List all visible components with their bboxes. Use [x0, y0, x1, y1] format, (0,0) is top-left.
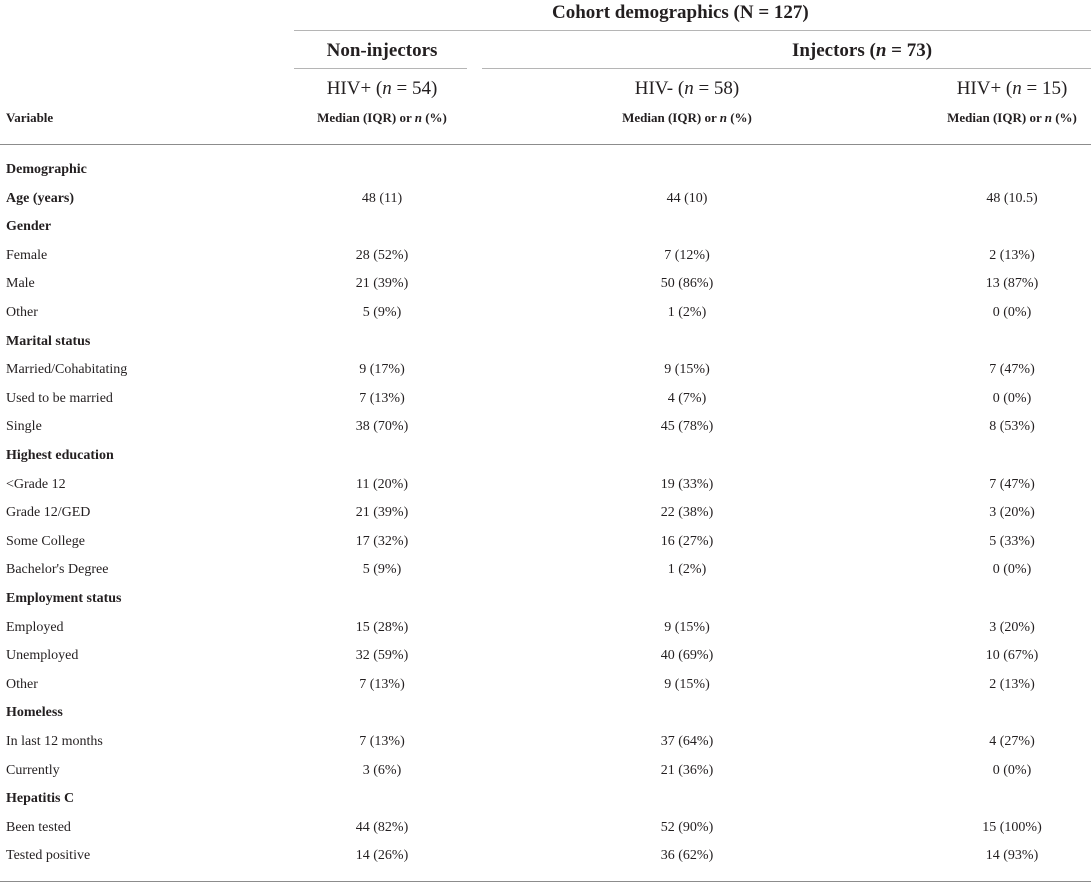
- table-row: [0, 299, 1091, 327]
- cell-col1: 48 (11): [361, 190, 403, 206]
- row-label: Grade 12/GED: [6, 505, 91, 521]
- cell-col2: 52 (90%): [660, 819, 714, 835]
- table-row: [0, 413, 1091, 441]
- section-row: [0, 785, 1091, 813]
- row-label: Currently: [6, 762, 60, 778]
- col2-header: HIV- (n = 58): [634, 78, 740, 99]
- cell-col3: 0 (0%): [992, 390, 1032, 406]
- cell-col3: 7 (47%): [989, 362, 1035, 378]
- cell-col3: 0 (0%): [992, 305, 1032, 320]
- cell-col3: 3 (20%): [989, 619, 1035, 635]
- section-label: Highest education: [6, 448, 114, 463]
- row-label: Married/Cohabitating: [6, 362, 128, 378]
- section-label: Gender: [6, 219, 52, 235]
- section-label: Marital status: [6, 333, 91, 349]
- table-row: [0, 556, 1091, 584]
- cell-col1: 14 (26%): [355, 848, 409, 864]
- section-label: Hepatitis C: [6, 791, 75, 807]
- section-row: [0, 442, 1091, 470]
- cell-col3: 4 (27%): [989, 734, 1035, 749]
- cell-col3: 14 (93%): [985, 848, 1039, 864]
- cell-col3: 2 (13%): [989, 247, 1035, 263]
- cell-col1: 15 (28%): [355, 619, 409, 635]
- section-row: [0, 185, 1091, 213]
- table-row: [0, 642, 1091, 670]
- group-non-injectors-title: Non-injectors: [326, 40, 438, 61]
- table-row: [0, 614, 1091, 642]
- cell-col1: 7 (13%): [359, 390, 405, 406]
- cell-col3: 48 (10.5): [986, 190, 1038, 206]
- cell-col2: 9 (15%): [664, 619, 710, 635]
- section-label: Homeless: [6, 705, 63, 721]
- row-label: Employed: [6, 619, 64, 635]
- cell-col1: 7 (13%): [359, 676, 405, 692]
- table-row: [0, 528, 1091, 556]
- cell-col2: 9 (15%): [664, 362, 710, 378]
- cell-col3: 7 (47%): [989, 476, 1035, 492]
- cell-col1: 5 (9%): [362, 562, 402, 578]
- cell-col1: 44 (82%): [355, 819, 409, 835]
- section-row: [0, 699, 1091, 727]
- cell-col2: 16 (27%): [660, 533, 714, 549]
- row-label: Some College: [6, 533, 85, 549]
- table-row: [0, 471, 1091, 499]
- cell-col1: 11 (20%): [356, 476, 408, 492]
- cell-col2: 44 (10): [666, 190, 708, 206]
- variable-header: Variable: [6, 110, 54, 125]
- cell-col1: 9 (17%): [359, 362, 405, 378]
- row-label: Other: [6, 305, 38, 320]
- row-label: Other: [6, 676, 38, 692]
- cell-col1: 38 (70%): [355, 419, 409, 435]
- cell-col3: 5 (33%): [989, 533, 1035, 549]
- row-label: In last 12 months: [6, 734, 103, 749]
- demographics-table: Cohort demographics (N = 127) Non-injectors Injectors (n = 73) HIV+ (n = 54) HIV- (n = 58) HIV+ (n = 15) Variable Median (IQR) or n (%) Median (IQR) or n (%) Median (IQR) or n (%) Demographic Age (years) 48 (11) 44 (10) 48 (10.5) Gender Female 28 (52%) 7 (12%) 2 (13%) Male 21 (39%) 50 (86%) 13 (87%) Other 5 (9%) 1 (2%) 0 (0%) Marital status Married/Cohabitating 9 (17%) 9 (15%) 7 (47%) Used to be married 7 (13%) 4 (7%) 0 (0%) Single 38 (70%) 45 (78%) 8 (53%) Highest education <Grade 12 11 (20%) 19 (33%) 7 (47%) Grade 12/GED 21 (39%) 22 (38%) 3 (20%) Some College 17 (32%) 16 (27%) 5 (33%) Bachelor's Degree 5 (9%) 1 (2%) 0 (0%) Employment status Employed 15 (28%) 9 (15%) 3 (20%) Unemployed 32 (59%) 40 (69%) 10 (67%) Other 7 (13%) 9 (15%) 2 (13%) Homeless In last 12 months 7 (13%) 37 (64%) 4 (27%) Currently 3 (6%) 21 (36%) 0 (0%) Hepatitis C Been tested 44 (82%) 52 (90%) 15 (100%) Tested positive 14 (26%) 36 (62%) 14 (93%): [0, 0, 1091, 886]
- row-label: Bachelor's Degree: [6, 562, 109, 578]
- cell-col3: 0 (0%): [992, 762, 1032, 778]
- section-label: Age (years): [6, 190, 75, 206]
- table-row: [0, 356, 1091, 384]
- row-label: Used to be married: [6, 390, 113, 406]
- col1-header: HIV+ (n = 54): [326, 78, 438, 99]
- cell-col2: 19 (33%): [660, 476, 714, 492]
- cell-col1: 28 (52%): [355, 247, 409, 263]
- cell-col3: 8 (53%): [989, 419, 1035, 435]
- cell-col3: 13 (87%): [985, 276, 1039, 292]
- table-row: [0, 728, 1091, 756]
- cell-col2: 7 (12%): [664, 247, 710, 263]
- table-row: [0, 814, 1091, 842]
- table-row: [0, 385, 1091, 413]
- header-rule-top: [294, 30, 1091, 31]
- cell-col2: 1 (2%): [667, 562, 707, 578]
- col2-stat-header: Median (IQR) or n (%): [622, 110, 752, 125]
- cell-col3: 2 (13%): [989, 676, 1035, 692]
- row-label: Male: [6, 276, 35, 292]
- cell-col1: 5 (9%): [362, 305, 402, 320]
- row-label: <Grade 12: [6, 476, 66, 492]
- cell-col3: 10 (67%): [985, 648, 1039, 664]
- row-label: Single: [6, 419, 42, 435]
- table-row: [0, 757, 1091, 785]
- table-row: [0, 499, 1091, 527]
- cell-col3: 15 (100%): [982, 819, 1042, 835]
- table-row: [0, 270, 1091, 298]
- section-row: [0, 585, 1091, 613]
- col3-stat-header: Median (IQR) or n (%): [947, 110, 1077, 125]
- cell-col1: 3 (6%): [362, 762, 402, 778]
- cell-col1: 7 (13%): [359, 734, 405, 749]
- table-row: [0, 242, 1091, 270]
- section-row: [0, 213, 1091, 241]
- cell-col1: 21 (39%): [355, 276, 409, 292]
- header-rule-non-injectors: [294, 68, 467, 69]
- header-rule-bottom: [0, 144, 1091, 145]
- cell-col2: 1 (2%): [667, 305, 707, 320]
- table-row: [0, 671, 1091, 699]
- cell-col2: 9 (15%): [664, 676, 710, 692]
- section-label: Demographic: [6, 162, 87, 177]
- cell-col1: 32 (59%): [355, 648, 409, 664]
- cell-col3: 3 (20%): [989, 505, 1035, 521]
- row-label: Tested positive: [6, 848, 91, 864]
- cell-col2: 50 (86%): [660, 276, 714, 292]
- table-rule-bottom: [0, 881, 1091, 882]
- section-row: [0, 156, 1091, 184]
- section-row: [0, 328, 1091, 356]
- table-row: [0, 842, 1091, 870]
- col1-stat-header: Median (IQR) or n (%): [317, 110, 447, 125]
- cell-col2: 45 (78%): [660, 419, 714, 435]
- cell-col2: 37 (64%): [660, 734, 714, 749]
- row-label: Female: [6, 247, 48, 263]
- header-rule-injectors: [482, 68, 1091, 69]
- cell-col2: 4 (7%): [667, 390, 707, 406]
- cell-col1: 21 (39%): [355, 505, 409, 521]
- cell-col2: 21 (36%): [660, 762, 714, 778]
- row-label: Been tested: [6, 819, 71, 835]
- col3-header: HIV+ (n = 15): [956, 78, 1068, 99]
- cell-col2: 36 (62%): [660, 848, 714, 864]
- group-injectors-title: Injectors (n = 73): [791, 40, 933, 61]
- cell-col3: 0 (0%): [992, 562, 1032, 578]
- cell-col2: 22 (38%): [660, 505, 714, 521]
- row-label: Unemployed: [6, 648, 79, 664]
- cell-col1: 17 (32%): [355, 533, 409, 549]
- cell-col2: 40 (69%): [660, 648, 714, 664]
- section-label: Employment status: [6, 591, 122, 606]
